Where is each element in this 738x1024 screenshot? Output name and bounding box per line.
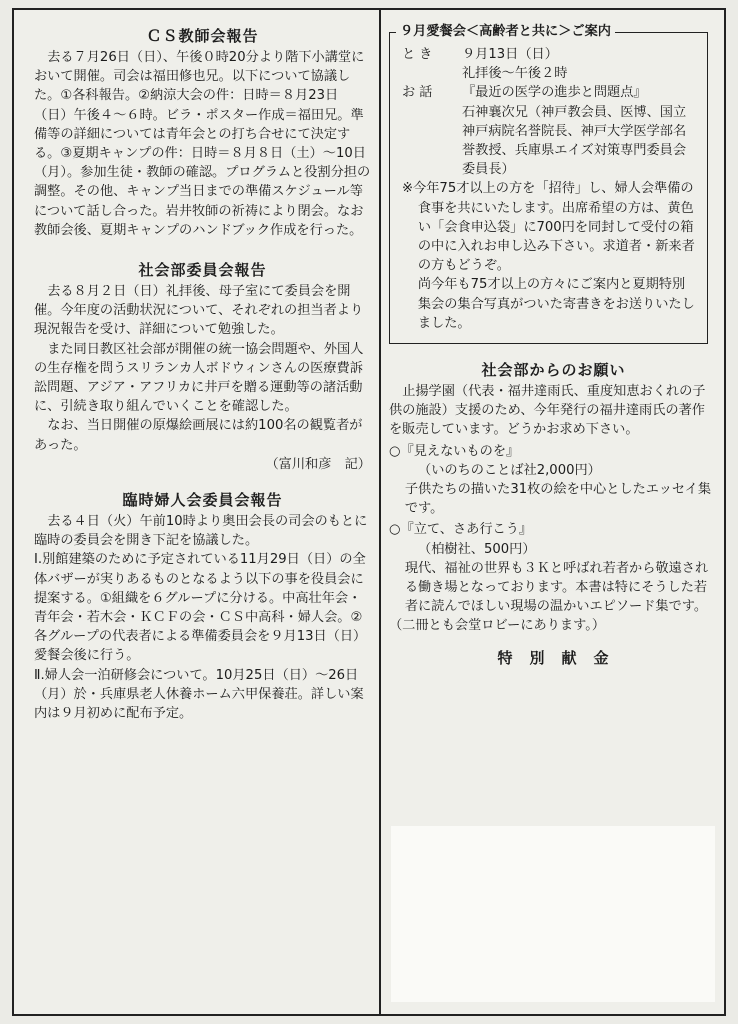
women-report-item2: Ⅱ.婦人会一泊研修会について。10月25日（日）〜26日（月）於・兵庫県老人休養ホーム六甲保養荘。詳しい案内は９月初めに配布予定。 [34, 667, 364, 722]
right-column [381, 10, 724, 670]
cs-teachers-report [34, 24, 371, 240]
blank-area [391, 826, 715, 1002]
when-label: とき [402, 47, 437, 62]
women-report-title: 臨時婦人会委員会報告 [122, 491, 283, 510]
book1-title: ○『見えないものを』 [389, 443, 520, 459]
book1-description: 子供たちの描いた31枚の絵を中心としたエッセイ集です。 [404, 482, 712, 517]
talk-label: お話 [402, 85, 437, 101]
women-report-p1: 去る４日（火）午前10時より奥田会長の司会のもとに臨時の委員会を開き下記を協議した。 [34, 514, 368, 549]
women-report-item1: Ⅰ.別館建築のために予定されている11月29日（日）の全体バザーが実りあるものとなるよう以下の事を役員会に提案する。①組織を６グループに分ける。中高壮年会・青年会・若木会・ＫＣＦの会・ＣＳ中高科・婦人会。②各グループの代表者による準備委員会を９月13日（日）愛餐会後に行う。 [34, 552, 367, 664]
social-report-title: 社会部委員会報告 [138, 261, 267, 280]
womens-committee-report [34, 488, 371, 723]
social-report-signature: （富川和彦 記） [265, 456, 371, 472]
lovefeast-title: ９月愛餐会＜高齢者と共に＞ご案内 [396, 23, 615, 41]
lovefeast-note-2: 尚今年も75才以上の方々にご案内と夏期特別集会の集合写真がついた寄書きをお送りいたしました。 [417, 277, 695, 331]
cs-report-body: 去る７月26日（日）、午後０時20分より階下小講堂において開催。司会は福田修也兄。以下について協議した。①各科報告。②納涼大会の件：日時＝８月23日（日）午後４〜６時。ビラ・ポスター作成＝福田兄。準備等の詳細については青年会との打ち合せにて決定する。③夏期キャンプの件：日時＝８月８日（土）〜10日（月）。参加生徒・教師の確認。プログラムと役割分担の調整。その他、キャンプ当日までの準備スケジュール等について話し合った。岩井牧師の祈祷により閉会。なお教師会後、夏期キャンプのハンドブック作成を行った。 [34, 50, 371, 238]
lovefeast-note: ※今年75才以上の方を「招待」し、婦人会準備の食事を共にいたします。出席希望の方は、黄色い「会食申込袋」に700円を同封して受付の箱の中に入れお申し込み下さい。求道者・新来者の方もどうぞ。 [402, 181, 695, 274]
book-item-1 [389, 442, 718, 519]
request-title: 社会部からのお願い [481, 361, 626, 380]
talk-title: 『最近の医学の進歩と問題点』 [462, 85, 647, 101]
book2-description: 現代、福祉の世界も３Ｋと呼ばれ若者から敬遠される働き場となっております。本書は特にそうした若者に読んでほしい現場の温かいエピソード集です。 [404, 560, 709, 615]
request-note: （二冊とも会堂ロビーにあります。） [389, 618, 606, 634]
when-date: ９月13日（日） [462, 47, 558, 62]
talk-speaker: 石神襄次兄（神戸教会員、医博、国立神戸病院名誉院長、神戸大学医学部名誉教授、兵庫県エイズ対策専門委員会委員長） [462, 104, 687, 178]
when-time: 礼拝後〜午後２時 [462, 66, 568, 82]
lovefeast-announcement [389, 24, 708, 344]
special-offering-title: 特 別 献 金 [497, 648, 610, 667]
lovefeast-when-row [402, 45, 697, 64]
social-request [389, 358, 718, 636]
cs-report-title: ＣＳ教師会報告 [146, 27, 259, 45]
social-committee-report [34, 258, 371, 474]
book2-title: ○『立て、さあ行こう』 [389, 522, 533, 538]
social-report-p1: 去る８月２日（日）礼拝後、母子室にて委員会を開催。今年度の活動状況について、それぞれの担当者より現況報告を受け、詳細について勉強した。 [34, 284, 364, 338]
social-report-p2: また同日教区社会部が開催の統一協会問題や、外国人の生存権を問うスリランカ人ボドウィンさんの医療費訴訟問題、アジア・アフリカに井戸を贈る運動等の諸活動に、引続き取り組んでいくことを確認した。 [34, 341, 364, 415]
left-column [14, 10, 379, 731]
book1-publisher: （いのちのことば社2,000円） [418, 462, 601, 478]
social-report-p3: なお、当日開催の原爆絵画展には約100名の観覧者があった。 [34, 418, 363, 453]
request-intro: 止揚学園（代表・福井達雨氏、重度知恵おくれの子供の施設）支援のため、今年発行の福井達雨氏の著作を販売しています。どうかお求め下さい。 [389, 384, 706, 438]
book-item-2 [389, 520, 718, 616]
lovefeast-talk-row [402, 83, 697, 102]
book2-publisher: （柏樹社、500円） [418, 541, 536, 557]
